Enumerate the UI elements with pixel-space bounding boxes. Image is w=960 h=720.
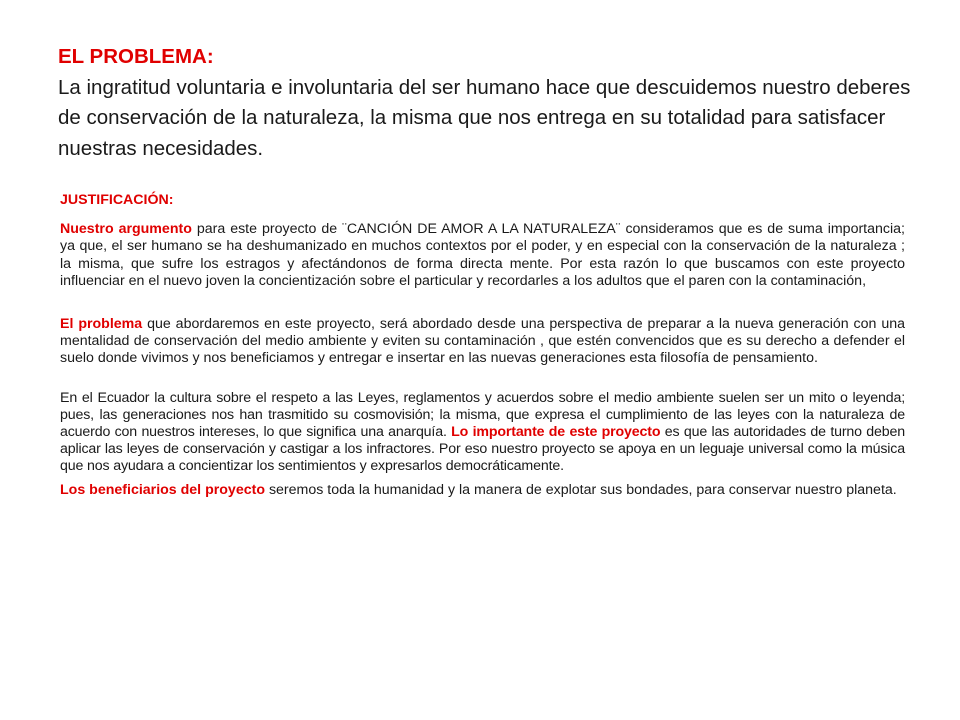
problem-lead: El problema: [60, 316, 143, 333]
importance-lead: Lo importante de este proyecto: [451, 424, 661, 441]
ecuador-text-a: En el Ecuador la cultura sobre el respeto a las Leyes, reglamentos y acuerdos sobre el medio ambiente suelen ser un mito o leyenda; pues, las generaciones nos han trasmitido su cosmovisión; la misma, que expresa el cumplimiento de las leyes con la naturaleza de acuerdo con nuestros intereses, lo que significa una anarquía.: [60, 389, 905, 441]
problem-text: que abordaremos en este proyecto, será abordado desde una perspectiva de preparar a la nueva generación con una mentalidad de conservación del medio ambiente y eviten su contaminación , que estén convencidos que es su derecho a defender el suelo donde vivimos y nos beneficiamos y entregar e insertar en las nuevas generaciones esta filosofía de pensamiento.: [60, 316, 905, 367]
problem-section: [58, 42, 918, 164]
beneficiaries-lead: Los beneficiarios del proyecto: [60, 481, 265, 498]
paragraph-argument: [60, 221, 905, 290]
beneficiaries-text: seremos toda la humanidad y la manera de explotar sus bondades, para conservar nuestro planeta.: [265, 481, 897, 498]
paragraph-beneficiaries: [60, 482, 905, 499]
argument-lead: Nuestro argumento: [60, 221, 192, 238]
ecuador-text-b: es que las autoridades de turno deben aplicar las leyes de conservación y castigar a los infractores. Por eso nuestro proyecto se apoya en un leguaje universal como la música que nos ayudara a concientizar los sentimientos y expresarlos democráticamente.: [60, 424, 906, 475]
argument-text: para este proyecto de ¨CANCIÓN DE AMOR A LA NATURALEZA¨ consideramos que es de suma importancia; ya que, el ser humano se ha deshumanizado en muchos contextos por el poder, y en especial con la conservación de la naturaleza ; la misma, que sufre los estragos y afectándonos de forma directa mente. Por esta razón lo que buscamos con este proyecto influenciar en el nuevo joven la concientización sobre el particular y recordarles a los adultos que el paren con la contaminación,: [60, 221, 905, 289]
problem-heading: EL PROBLEMA:: [58, 45, 214, 68]
justification-section: [60, 192, 905, 499]
paragraph-ecuador: [60, 390, 905, 476]
paragraph-problem: [60, 316, 905, 368]
problem-statement: La ingratitud voluntaria e involuntaria del ser humano hace que descuidemos nuestro deberes de conservación de la naturaleza, la misma que nos entrega en su totalidad para satisfacer nuestras necesidades.: [58, 75, 911, 160]
justification-heading: JUSTIFICACIÓN:: [60, 192, 174, 208]
